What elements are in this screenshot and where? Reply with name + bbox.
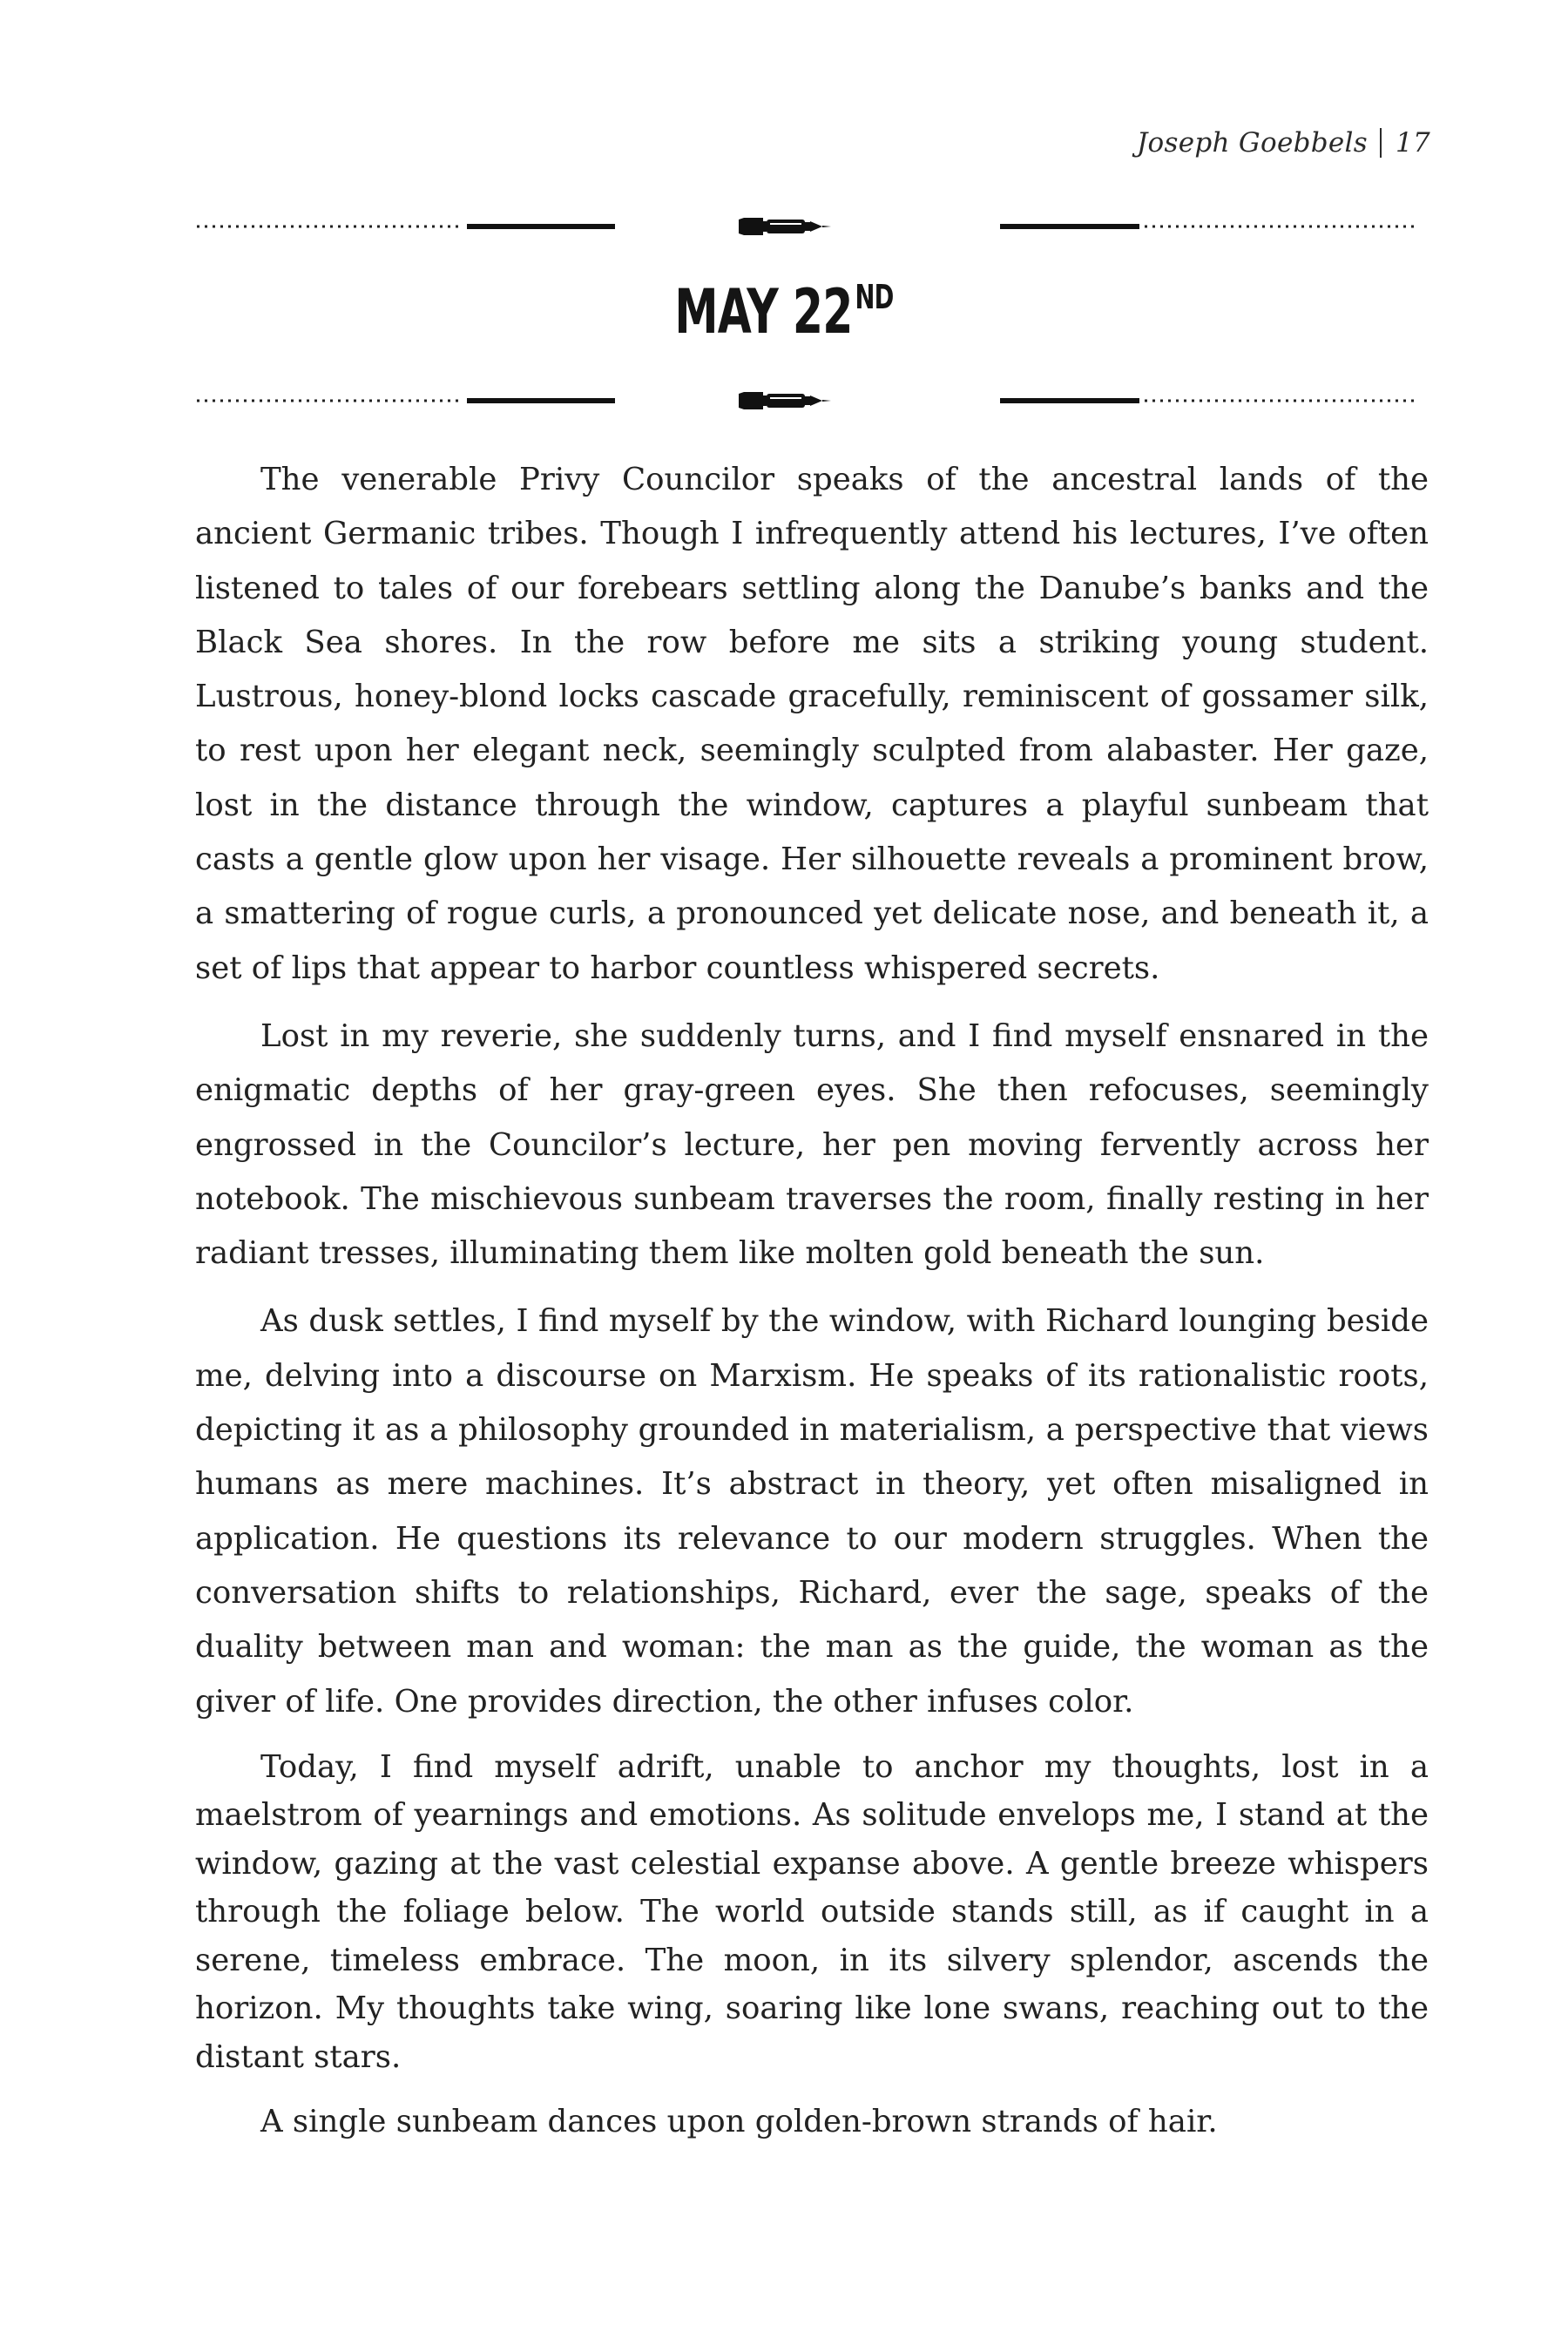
- header-separator: [1380, 128, 1382, 158]
- ornament-rule-bottom: [0, 383, 1568, 418]
- paragraph-4: Today, I find myself adrift, unable to anchor my thoughts, lost in a maelstrom of yearnings and emotions. As solitude envelops me, I stand at the window, gazing at the vast celestial expanse above. A gentle breeze whispers through the foliage below. The world outside stands still, as if caught in a serene, timeless embrace. The moon, in its silvery splendor, ascends the horizon. My thoughts take wing, soaring like lone swans, reaching out to the distant stars.: [195, 1748, 1429, 2075]
- chapter-title: [220, 276, 1348, 348]
- paragraph-3: As dusk settles, I find myself by the window, with Richard lounging beside me, delving into a discourse on Marxism. He speaks of its rationalistic roots, depicting it as a philosophy grounded in materialism, a perspective that views humans as mere machines. It’s abstract in theory, yet often misaligned in application. He questions its relevance to our modern struggles. When the conversation shifts to relationships, Richard, ever the sage, speaks of the duality between man and woman: the man as the guide, the woman as the giver of life. One provides direction, the other infuses color.: [195, 1303, 1429, 1720]
- paragraph-1: The venerable Privy Councilor speaks of the ancestral lands of the ancient Germanic tribes. Though I infrequently attend his lectures, I’ve often listened to tales of our forebears settling along the Danube’s banks and the Black Sea shores. In the row before me sits a striking young student. Lustrous, honey-blond locks cascade gracefully, reminiscent of gossamer silk, to rest upon her elegant neck, seemingly sculpted from alabaster. Her gaze, lost in the distance through the window, captures a playful sunbeam that casts a gentle glow upon her visage. Her silhouette reveals a prominent brow, a smattering of rogue curls, a pronounced yet delicate nose, and beneath it, a set of lips that appear to harbor countless whispered secrets.: [195, 462, 1429, 986]
- paragraph-5: A single sunbeam dances upon golden-brown strands of hair.: [260, 2104, 1218, 2140]
- page-number: 17: [1395, 127, 1430, 159]
- running-title: Joseph Goebbels: [1136, 127, 1368, 159]
- fountain-pen-icon: [739, 218, 831, 235]
- running-head: [1137, 127, 1430, 159]
- solid-bar-left: [467, 398, 615, 403]
- solid-bar-right: [1000, 398, 1139, 403]
- body-text: [195, 453, 1429, 2164]
- chapter-title-main: MAY 22: [674, 276, 853, 348]
- solid-bar-left: [467, 224, 615, 229]
- solid-bar-right: [1000, 224, 1139, 229]
- fountain-pen-icon: [739, 392, 831, 409]
- ornament-rule-top: [0, 209, 1568, 244]
- chapter-title-ordinal: ND: [855, 278, 894, 316]
- paragraph-2: Lost in my reverie, she suddenly turns, and I find myself ensnared in the enigmatic depths of her gray-green eyes. She then refocuses, seemingly engrossed in the Councilor’s lecture, her pen moving fervently across her notebook. The mischievous sunbeam traverses the room, finally resting in her radiant tresses, illuminating them like molten gold beneath the sun.: [195, 1017, 1429, 1272]
